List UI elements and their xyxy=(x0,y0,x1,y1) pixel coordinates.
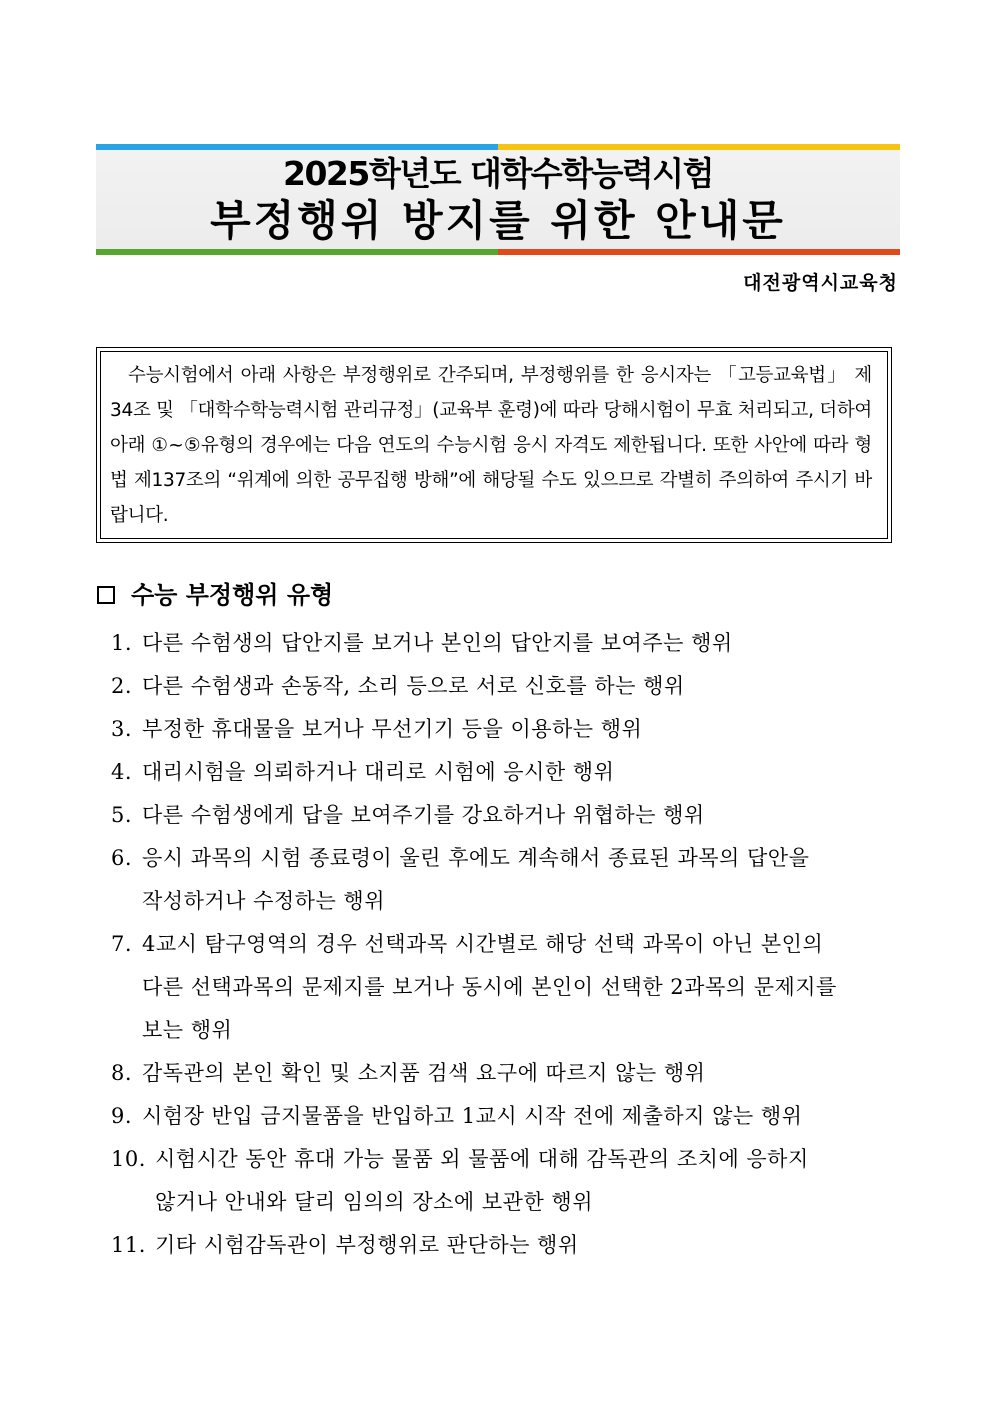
item-text: 기타 시험감독관이 부정행위로 판단하는 행위 xyxy=(155,1233,579,1257)
item-text: 응시 과목의 시험 종료령이 울린 후에도 계속해서 종료된 과목의 답안을 xyxy=(142,846,810,870)
item-text: 시험시간 동안 휴대 가능 물품 외 물품에 대해 감독관의 조치에 응하지 xyxy=(155,1147,809,1171)
item-text-continued: 않거나 안내와 달리 임의의 장소에 보관한 행위 xyxy=(155,1190,593,1214)
list-item xyxy=(111,794,901,837)
list-item xyxy=(111,923,901,1052)
item-number: 10. xyxy=(111,1147,146,1171)
list-item xyxy=(111,751,901,794)
list-item xyxy=(111,1138,901,1224)
checkbox-icon xyxy=(97,586,115,604)
item-number: 8. xyxy=(111,1061,133,1085)
item-text: 감독관의 본인 확인 및 소지품 검색 요구에 따르지 않는 행위 xyxy=(142,1061,706,1085)
title-bottom-bar xyxy=(96,249,900,255)
item-number: 11. xyxy=(111,1233,146,1257)
item-text: 다른 수험생에게 답을 보여주기를 강요하거나 위협하는 행위 xyxy=(142,803,705,827)
item-text: 부정한 휴대물을 보거나 무선기기 등을 이용하는 행위 xyxy=(142,717,643,741)
title-line-2: 부정행위 방지를 위한 안내문 xyxy=(210,196,786,245)
item-number: 7. xyxy=(111,932,133,956)
list-item xyxy=(111,837,901,923)
section-heading xyxy=(97,578,333,612)
list-item xyxy=(111,1052,901,1095)
list-item xyxy=(111,665,901,708)
item-number: 1. xyxy=(111,631,133,655)
item-text: 시험장 반입 금지물품을 반입하고 1교시 시작 전에 제출하지 않는 행위 xyxy=(142,1104,803,1128)
item-text: 다른 수험생의 답안지를 보거나 본인의 답안지를 보여주는 행위 xyxy=(142,631,733,655)
bottom-bar-right xyxy=(498,249,900,255)
list-item xyxy=(111,1095,901,1138)
item-number: 5. xyxy=(111,803,133,827)
title-line-1: 2025학년도 대학수학능력시험 xyxy=(283,154,713,193)
item-text-continued: 보는 행위 xyxy=(142,1018,233,1042)
item-text: 대리시험을 의뢰하거나 대리로 시험에 응시한 행위 xyxy=(142,760,615,784)
title-banner xyxy=(96,144,900,255)
list-item xyxy=(111,708,901,751)
issuer: 대전광역시교육청 xyxy=(743,272,898,294)
item-number: 2. xyxy=(111,674,133,698)
notice-box xyxy=(96,347,892,543)
bottom-bar-left xyxy=(96,249,498,255)
item-text: 다른 수험생과 손동작, 소리 등으로 서로 신호를 하는 행위 xyxy=(142,674,685,698)
item-text-continued: 다른 선택과목의 문제지를 보거나 동시에 본인이 선택한 2과목의 문제지를 xyxy=(142,975,837,999)
notice-text: 수능시험에서 아래 사항은 부정행위로 간주되며, 부정행위를 한 응시자는 「고등교육법」 제34조 및 「대학수학능력시험 관리규정」(교육부 훈령)에 따라 당해시험이 무효 처리되고, 더하여 아래 ①~⑤유형의 경우에는 다음 연도의 수능시험 응시 자격도 제한됩니다. 또한 사안에 따라 형법 제137조의 “위계에 의한 공무집행 방해”에 해당될 수도 있으므로 각별히 주의하여 주시기 바랍니다. xyxy=(110,365,872,526)
item-number: 6. xyxy=(111,846,133,870)
item-text-continued: 작성하거나 수정하는 행위 xyxy=(142,889,385,913)
item-number: 3. xyxy=(111,717,133,741)
item-number: 9. xyxy=(111,1104,133,1128)
list-item xyxy=(111,1224,901,1267)
list-item xyxy=(111,622,901,665)
violation-list xyxy=(111,622,901,1267)
section-heading-text: 수능 부정행위 유형 xyxy=(131,581,334,609)
item-text: 4교시 탐구영역의 경우 선택과목 시간별로 해당 선택 과목이 아닌 본인의 xyxy=(142,932,824,956)
item-number: 4. xyxy=(111,760,133,784)
